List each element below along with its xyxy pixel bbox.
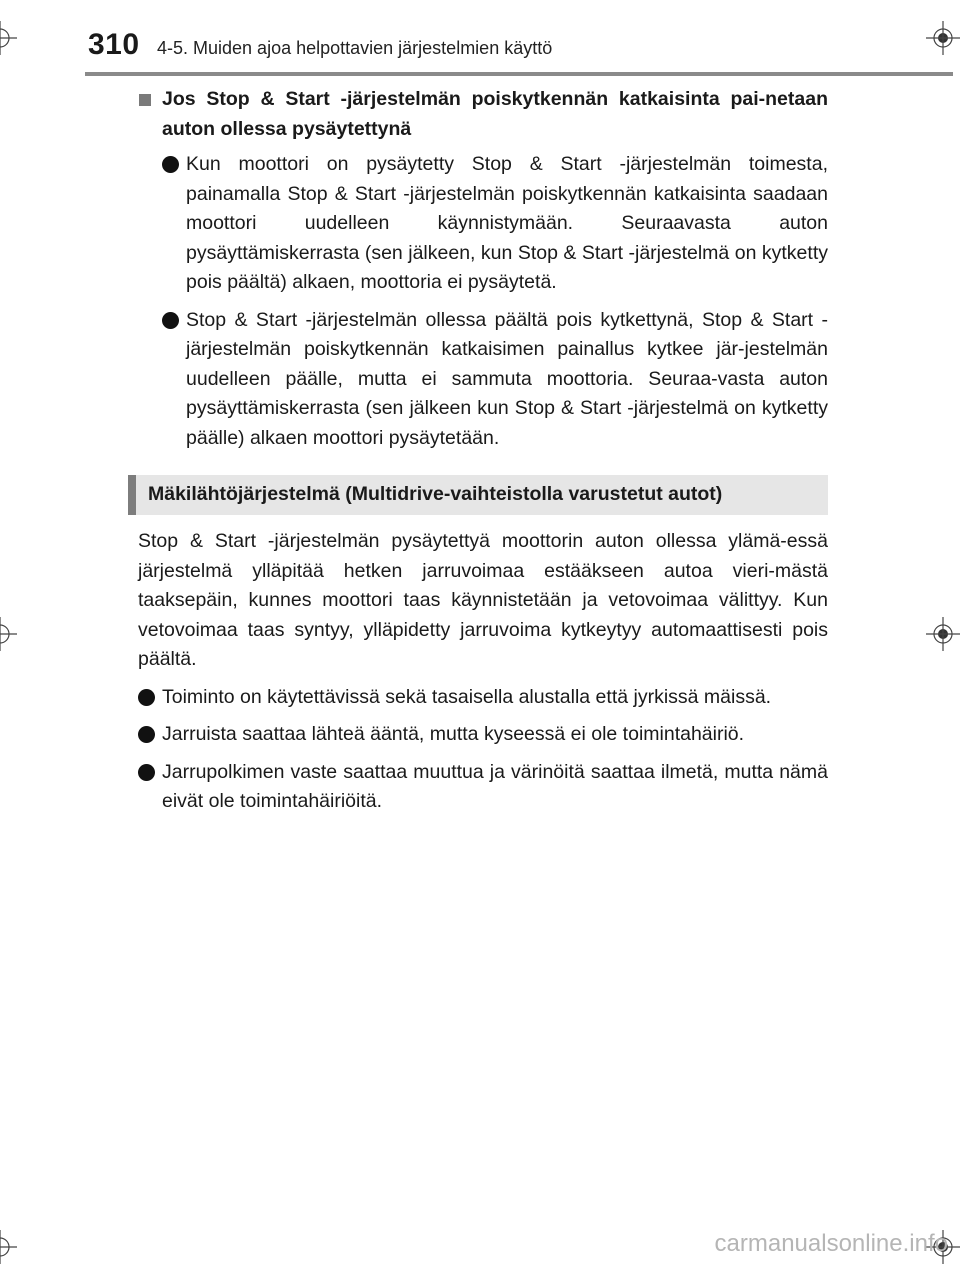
bullet-text: Stop & Start -järjestelmän ollessa päältä pois kytkettynä, Stop & Start -järjestelmän poiskytkennän katkaisimen painallus kytkee jär-jestelmän uudelleen päälle, mutta ei sammuta moottoria. Seuraa-vasta auton pysäyttämiskerrasta (sen jälkeen kun Stop & Start -järjestelmä on kytketty päälle) alkaen moottori pysäytetään. — [186, 308, 828, 449]
list-item — [138, 758, 828, 817]
round-bullet-icon — [138, 726, 155, 743]
registration-mark-bottom-left — [0, 1230, 17, 1264]
page-number: 310 — [88, 28, 140, 61]
registration-mark-mid-left — [0, 617, 17, 651]
section-bar-edge — [128, 475, 136, 515]
round-bullet-icon — [138, 689, 155, 706]
running-head: 4-5. Muiden ajoa helpottavien järjestelmien käyttö — [157, 38, 553, 58]
bullet-text: Kun moottori on pysäytetty Stop & Start -järjestelmän toimesta, painamalla Stop & Start -järjestelmän poiskytkennän katkaisinta saadaan moottori uudelleen käynnistymään. Seuraavasta auton pysäyttämiskerrasta (sen jälkeen, kun Stop & Start -järjestelmä on kytketty pois päältä) alkaen, moottoria ei pysäytetä. — [186, 153, 828, 293]
subsection-title: Jos Stop & Start -järjestelmän poiskytkennän katkaisinta pai-netaan auton ollessa pysäytettynä — [162, 88, 828, 140]
header-rule — [85, 72, 953, 76]
list-item — [138, 720, 828, 750]
registration-mark-top-right — [926, 21, 960, 55]
square-bullet-icon — [139, 94, 151, 106]
round-bullet-icon — [138, 764, 155, 781]
watermark: carmanualsonline.info — [714, 1230, 948, 1257]
section-heading-bar — [128, 475, 828, 515]
list-item — [162, 150, 828, 298]
section-title: Mäkilähtöjärjestelmä (Multidrive-vaihteistolla varustetut autot) — [148, 483, 723, 505]
section-bullet-list — [138, 683, 828, 817]
section-paragraph: Stop & Start -järjestelmän pysäytettyä moottorin auton ollessa ylämä-essä järjestelmä ylläpitää hetken jarruvoimaa estääkseen autoa vieri-mästä taaksepäin, kunnes moottori taas käynnistetään ja vetovoimaa välittyy. Kun vetovoimaa taas syntyy, ylläpidetty jarruvoima kytkeytyy automaattisesti pois päältä. — [138, 530, 828, 670]
round-bullet-icon — [162, 312, 179, 329]
list-item — [138, 683, 828, 713]
subsection-heading — [138, 84, 828, 144]
subsection-bullet-list — [162, 150, 828, 453]
list-item — [162, 306, 828, 454]
round-bullet-icon — [162, 156, 179, 173]
registration-mark-mid-right — [926, 617, 960, 651]
bullet-text: Toiminto on käytettävissä sekä tasaisella alustalla että jyrkissä mäissä. — [162, 685, 772, 708]
registration-mark-top-left — [0, 21, 17, 55]
bullet-text: Jarrupolkimen vaste saattaa muuttua ja värinöitä saattaa ilmetä, mutta nämä eivät ole toimintahäiriöitä. — [162, 760, 828, 812]
page-content — [138, 84, 828, 825]
bullet-text: Jarruista saattaa lähteä ääntä, mutta kyseessä ei ole toimintahäiriö. — [162, 723, 745, 745]
